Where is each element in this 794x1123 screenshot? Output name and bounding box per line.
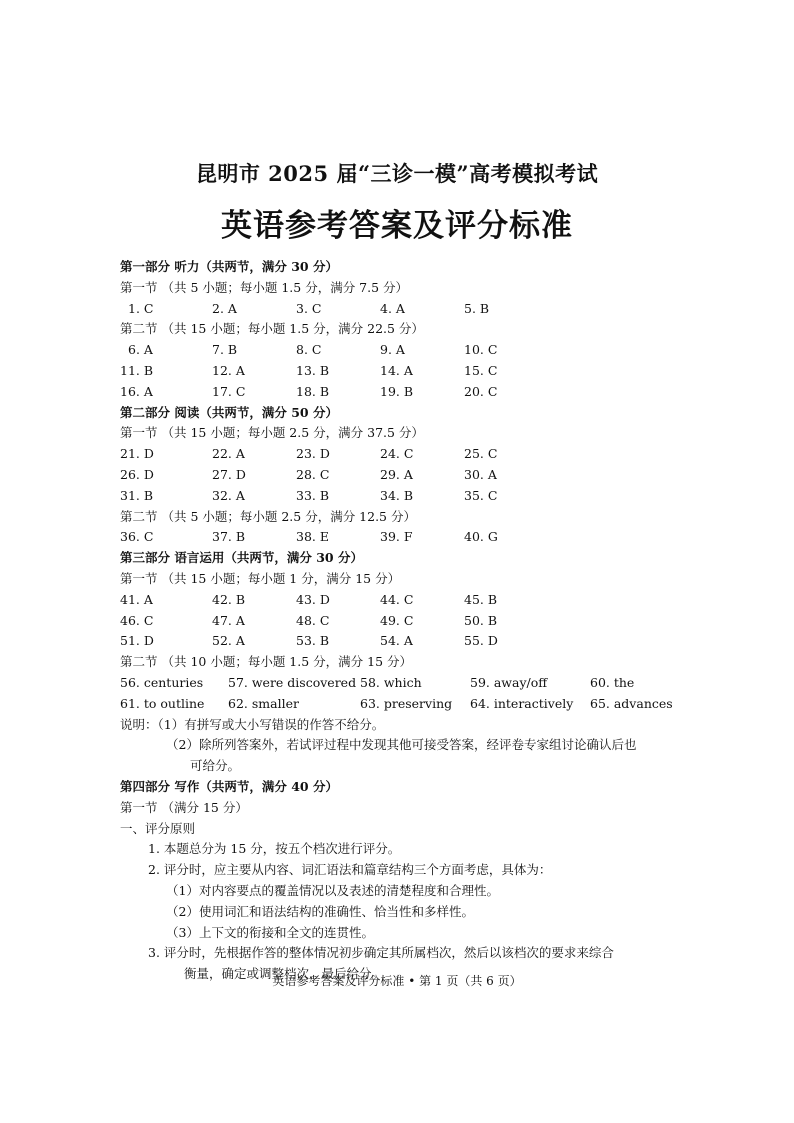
answer-cell: 4. A [380, 300, 405, 316]
answer-cell: 13. B [296, 362, 330, 378]
answer-cell: 30. A [464, 466, 497, 482]
principle-subitem: （2）使用词汇和语法结构的准确性、恰当性和多样性。 [166, 903, 474, 919]
document-title: 英语参考答案及评分标准 [221, 208, 573, 244]
answer-cell: 23. D [296, 446, 330, 462]
answer-cell: 6. A [128, 342, 153, 358]
part2-sec1-heading: 第一节 （共 15 小题；每小题 2.5 分，满分 37.5 分） [120, 425, 424, 441]
principle-subitem: （1）对内容要点的覆盖情况以及表述的清楚程度和合理性。 [166, 882, 499, 898]
part1-sec2-heading: 第二节 （共 15 小题；每小题 1.5 分，满分 22.5 分） [120, 321, 424, 337]
part2-sec2-heading: 第二节 （共 5 小题；每小题 2.5 分，满分 12.5 分） [120, 508, 416, 524]
answer-cell: 52. A [212, 633, 245, 649]
part2-heading: 第二部分 阅读（共两节，满分 50 分） [120, 404, 338, 420]
answer-cell: 33. B [296, 487, 330, 503]
answer-row [120, 527, 700, 548]
answer-cell: 48. C [296, 612, 330, 628]
answer-cell: 59. away/off [470, 674, 548, 690]
answer-cell: 22. A [212, 446, 245, 462]
principle-item: 3. 评分时，先根据作答的整体情况初步确定其所属档次，然后以该档次的要求来综合 [148, 945, 614, 961]
answer-cell: 54. A [380, 633, 413, 649]
answer-row [120, 631, 700, 652]
note-line: 可给分。 [190, 758, 241, 774]
answer-cell: 45. B [464, 591, 498, 607]
principle-item: 2. 评分时，应主要从内容、词汇语法和篇章结构三个方面考虑，具体为： [148, 862, 552, 878]
answer-row [120, 673, 700, 694]
answer-row [120, 340, 700, 361]
answer-cell: 27. D [212, 466, 246, 482]
page-footer: 英语参考答案及评分标准 • 第 1 页（共 6 页） [272, 974, 522, 988]
answer-cell: 35. C [464, 487, 498, 503]
answer-cell: 9. A [380, 342, 405, 358]
answer-row [120, 361, 700, 382]
answer-cell: 61. to outline [120, 695, 205, 711]
answer-cell: 31. B [120, 487, 154, 503]
part1-heading: 第一部分 听力（共两节，满分 30 分） [120, 259, 338, 274]
answer-cell: 62. smaller [228, 695, 299, 711]
answer-row [120, 590, 700, 611]
answer-row [120, 444, 700, 465]
part4-sec1-heading: 第一节 （满分 15 分） [120, 799, 248, 815]
answer-cell: 15. C [464, 362, 498, 378]
answer-cell: 24. C [380, 446, 414, 462]
answer-cell: 64. interactively [470, 695, 574, 711]
answer-cell: 63. preserving [360, 695, 453, 711]
answer-cell: 2. A [212, 300, 237, 316]
part3-sec1-heading: 第一节 （共 15 小题；每小题 1 分，满分 15 分） [120, 570, 401, 586]
answer-row [120, 486, 700, 507]
answer-cell: 1. C [128, 300, 154, 316]
answer-row [120, 694, 700, 715]
answer-cell: 34. B [380, 487, 414, 503]
exam-title: 昆明市 2025 届“三诊一模”高考模拟考试 [195, 161, 599, 186]
answer-cell: 41. A [120, 591, 153, 607]
answer-content [120, 257, 700, 985]
part4-heading: 第四部分 写作（共两节，满分 40 分） [120, 778, 338, 794]
part3-sec2-heading: 第二节 （共 10 小题；每小题 1.5 分，满分 15 分） [120, 654, 413, 670]
answer-cell: 11. B [120, 362, 154, 378]
note-line: 说明：（1）有拼写或大小写错误的作答不给分。 [120, 716, 385, 732]
answer-cell: 38. E [296, 529, 329, 545]
answer-cell: 7. B [212, 342, 238, 358]
answer-cell: 39. F [380, 529, 413, 545]
answer-cell: 18. B [296, 383, 330, 399]
answer-cell: 19. B [380, 383, 414, 399]
answer-row [120, 299, 700, 320]
answer-cell: 60. the [590, 674, 635, 690]
answer-cell: 43. D [296, 591, 330, 607]
answer-cell: 5. B [464, 300, 490, 316]
answer-cell: 49. C [380, 612, 414, 628]
answer-cell: 37. B [212, 529, 246, 545]
answer-row [120, 382, 700, 403]
principle-subitem: （3）上下文的衔接和全文的连贯性。 [166, 924, 374, 940]
answer-cell: 53. B [296, 633, 330, 649]
answer-cell: 42. B [212, 591, 246, 607]
answer-row [120, 465, 700, 486]
answer-cell: 36. C [120, 529, 154, 545]
principle-item-continued: 衡量，确定或调整档次，最后给分。 [184, 966, 385, 982]
answer-cell: 17. C [212, 383, 246, 399]
answer-cell: 29. A [380, 466, 413, 482]
answer-cell: 12. A [212, 362, 245, 378]
answer-cell: 50. B [464, 612, 498, 628]
answer-cell: 51. D [120, 633, 154, 649]
answer-cell: 56. centuries [120, 674, 204, 690]
answer-cell: 57. were discovered [228, 674, 357, 690]
answer-cell: 14. A [380, 362, 413, 378]
answer-cell: 20. C [464, 383, 498, 399]
answer-cell: 55. D [464, 633, 498, 649]
answer-cell: 28. C [296, 466, 330, 482]
answer-cell: 32. A [212, 487, 245, 503]
answer-cell: 26. D [120, 466, 154, 482]
principle-item: 1. 本题总分为 15 分，按五个档次进行评分。 [148, 841, 401, 857]
answer-cell: 10. C [464, 342, 498, 358]
answer-cell: 44. C [380, 591, 414, 607]
answer-cell: 3. C [296, 300, 322, 316]
answer-cell: 16. A [120, 383, 153, 399]
answer-cell: 46. C [120, 612, 154, 628]
answer-cell: 21. D [120, 446, 154, 462]
note-line: （2）除所列答案外，若试评过程中发现其他可接受答案，经评卷专家组讨论确认后也 [166, 737, 637, 753]
answer-cell: 25. C [464, 446, 498, 462]
answer-cell: 40. G [464, 529, 498, 545]
part1-sec1-heading: 第一节 （共 5 小题；每小题 1.5 分，满分 7.5 分） [120, 279, 409, 295]
answer-cell: 58. which [360, 674, 422, 690]
principle-heading: 一、评分原则 [120, 820, 196, 836]
answer-cell: 8. C [296, 342, 322, 358]
answer-cell: 47. A [212, 612, 245, 628]
part3-heading: 第三部分 语言运用（共两节，满分 30 分） [120, 550, 363, 566]
answer-cell: 65. advances [590, 695, 673, 711]
answer-row [120, 611, 700, 632]
